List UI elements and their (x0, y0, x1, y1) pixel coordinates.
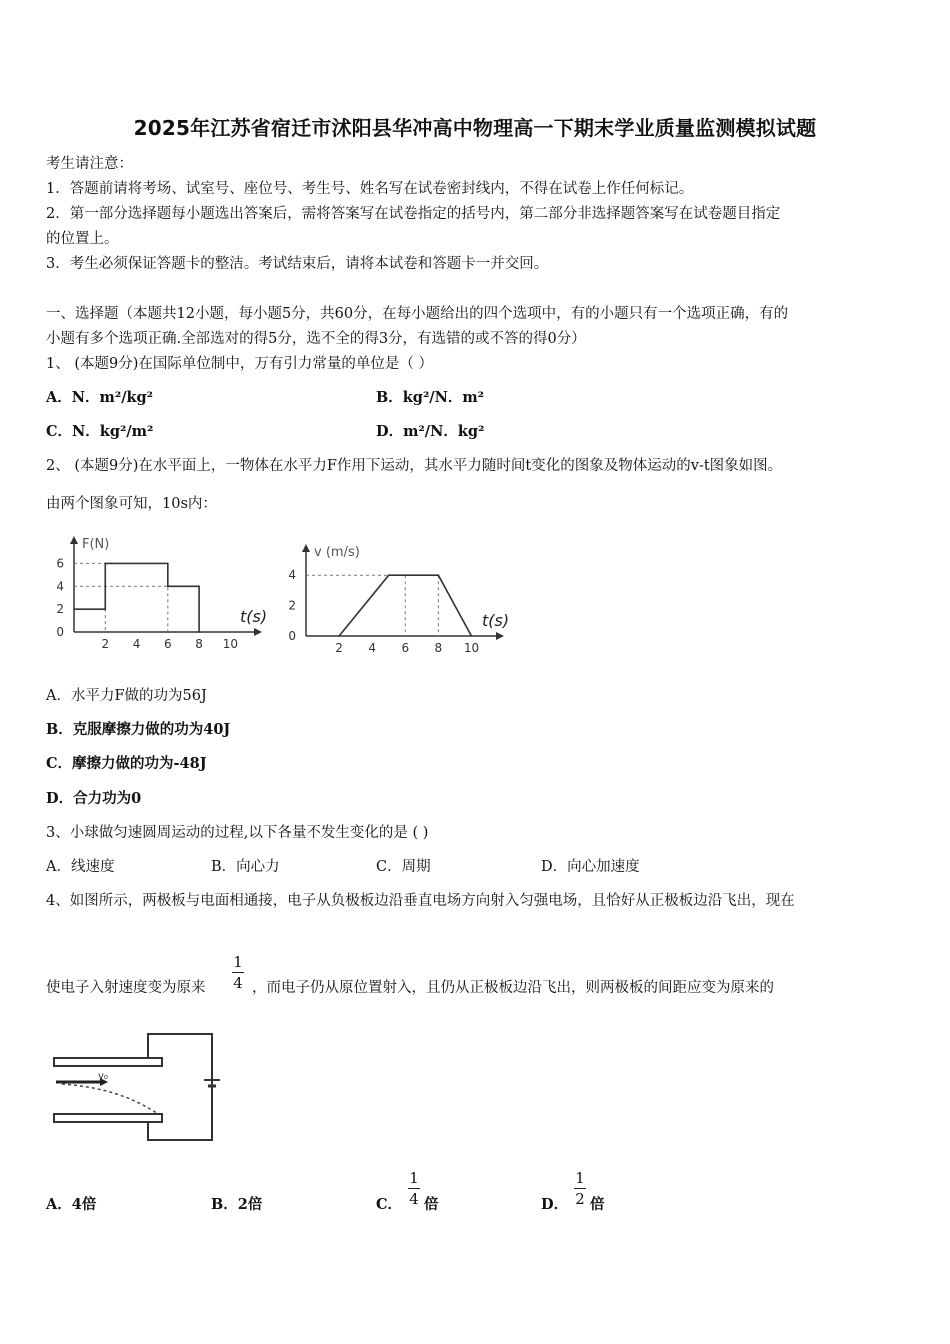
q2-option-c: C．摩擦力做的功为-48J (46, 755, 207, 772)
section-heading-1: 一、选择题（本题共12小题，每小题5分，共60分，在每小题给出的四个选项中，有的小题只有一个选项正确，有的 (46, 306, 789, 322)
y-tick-label: 2 (56, 602, 64, 617)
x-tick-label: 4 (368, 641, 377, 655)
q2-stem-2: 由两个图象可知，10s内： (46, 496, 217, 512)
q3-option-a: A．线速度 (46, 859, 115, 875)
notice-heading: 考生请注意： (46, 156, 133, 172)
x-axis-label: t(s) (240, 607, 268, 626)
y-arrow-icon (302, 544, 310, 552)
data-point (471, 635, 473, 637)
data-point (198, 585, 200, 587)
q3-option-d: D．向心加速度 (541, 859, 640, 875)
q2-option-a: A．水平力F做的功为56J (46, 688, 207, 704)
bottom-plate (54, 1114, 162, 1122)
notice-item-2: 2．第一部分选择题每小题选出答案后，需将答案写在试卷指定的括号内，第二部分非选择题答案写在试卷题目指定 (46, 206, 781, 222)
data-point (104, 563, 106, 565)
q1-option-a: A．N．m²/kg² (46, 389, 154, 406)
q1-option-d: D．m²/N．kg² (376, 423, 485, 440)
data-line (74, 563, 199, 632)
x-tick-label: 10 (222, 637, 239, 651)
x-tick-label: 2 (101, 637, 110, 651)
electron-trajectory (62, 1084, 158, 1114)
y-arrow-icon (70, 536, 78, 544)
q4-option-d-num: 1 (575, 1169, 585, 1187)
y-tick-label: 6 (56, 556, 64, 571)
q4-option-c-num: 1 (409, 1169, 419, 1187)
q4-option-d-suffix: 倍 (590, 1196, 605, 1213)
x-tick-label: 10 (463, 641, 480, 655)
q4-fraction-den: 4 (233, 974, 243, 992)
x-arrow-icon (496, 632, 504, 640)
data-point (388, 574, 390, 576)
q3-stem: 3、小球做匀速圆周运动的过程,以下各量不发生变化的是 ( ) (46, 825, 429, 841)
q4-fraction-num: 1 (233, 953, 243, 971)
q4-option-b: B．2倍 (211, 1196, 263, 1213)
y-axis-label: v (m/s) (314, 545, 360, 560)
q3-option-c: C．周期 (376, 859, 431, 875)
y-tick-label: 4 (288, 568, 296, 583)
circuit-wire (148, 1034, 212, 1140)
q2-option-b: B．克服摩擦力做的功为40J (46, 721, 231, 738)
q4-option-d-den: 2 (575, 1190, 585, 1208)
capacitor-figure (50, 1028, 220, 1148)
y-tick-label: 4 (56, 579, 64, 594)
q4-option-d-fraction (572, 1168, 588, 1209)
y-tick-label: 2 (288, 598, 296, 613)
q2-option-d: D．合力功为0 (46, 790, 142, 807)
y-tick-label: 0 (288, 629, 296, 643)
x-tick-label: 8 (195, 637, 203, 651)
data-point (338, 635, 340, 637)
q1-option-b: B．kg²/N．m² (376, 389, 485, 406)
q4-option-c-label: C． (376, 1196, 403, 1213)
page-title: 2025年江苏省宿迁市沭阳县华冲高中物理高一下期末学业质量监测模拟试题 (133, 116, 817, 140)
data-point (73, 608, 75, 610)
q4-stem-1: 4、如图所示，两极板与电面相通接，电子从负极板边沿垂直电场方向射入匀强电场，且恰好从正极板边沿飞出，现在 (46, 893, 795, 909)
force-time-chart (50, 530, 290, 660)
q4-option-c-den: 4 (409, 1190, 419, 1208)
data-point (438, 574, 440, 576)
y-tick-label: 0 (56, 625, 64, 639)
data-point (104, 608, 106, 610)
q4-fraction (230, 952, 246, 993)
data-point (167, 585, 169, 587)
y-axis-label: F(N) (82, 537, 110, 552)
q1-option-c: C．N．kg²/m² (46, 423, 154, 440)
q3-option-b: B．向心力 (211, 859, 280, 875)
data-point (167, 563, 169, 565)
x-tick-label: 4 (132, 637, 141, 651)
velocity-time-chart (282, 534, 522, 662)
x-tick-label: 2 (335, 641, 343, 655)
x-axis-label: t(s) (482, 611, 510, 630)
x-tick-label: 6 (401, 641, 410, 655)
v0-label: v₀ (98, 1071, 108, 1082)
notice-item-3: 3．考生必须保证答题卡的整洁。考试结束后，请将本试卷和答题卡一并交回。 (46, 256, 549, 272)
q4-option-a: A．4倍 (46, 1196, 97, 1213)
x-arrow-icon (254, 628, 262, 636)
x-tick-label: 8 (434, 641, 443, 655)
q4-stem-2-pre: 使电子入射速度变为原来 (46, 980, 206, 996)
top-plate (54, 1058, 162, 1066)
q4-option-d-label: D． (541, 1196, 569, 1213)
notice-item-1: 1．答题前请将考场、试室号、座位号、考生号、姓名写在试卷密封线内，不得在试卷上作任何标记。 (46, 181, 694, 197)
notice-item-2-cont: 的位置上。 (46, 231, 119, 247)
q2-stem-1: 2、 (本题9分)在水平面上，一物体在水平力F作用下运动，其水平力随时间t变化的图象及物体运动的v-t图象如图。 (46, 458, 783, 474)
section-heading-2: 小题有多个选项正确.全部选对的得5分，选不全的得3分，有选错的或不答的得0分） (46, 331, 586, 347)
q4-option-c-suffix: 倍 (424, 1196, 439, 1213)
data-point (198, 631, 200, 633)
q4-stem-2-post: ，而电子仍从原位置射入，且仍从正极板边沿飞出，则两极板的间距应变为原来的 (252, 980, 774, 996)
q4-option-c-fraction (406, 1168, 422, 1209)
x-tick-label: 6 (163, 637, 172, 651)
q1-stem: 1、 (本题9分)在国际单位制中，万有引力常量的单位是（ ） (46, 356, 433, 372)
